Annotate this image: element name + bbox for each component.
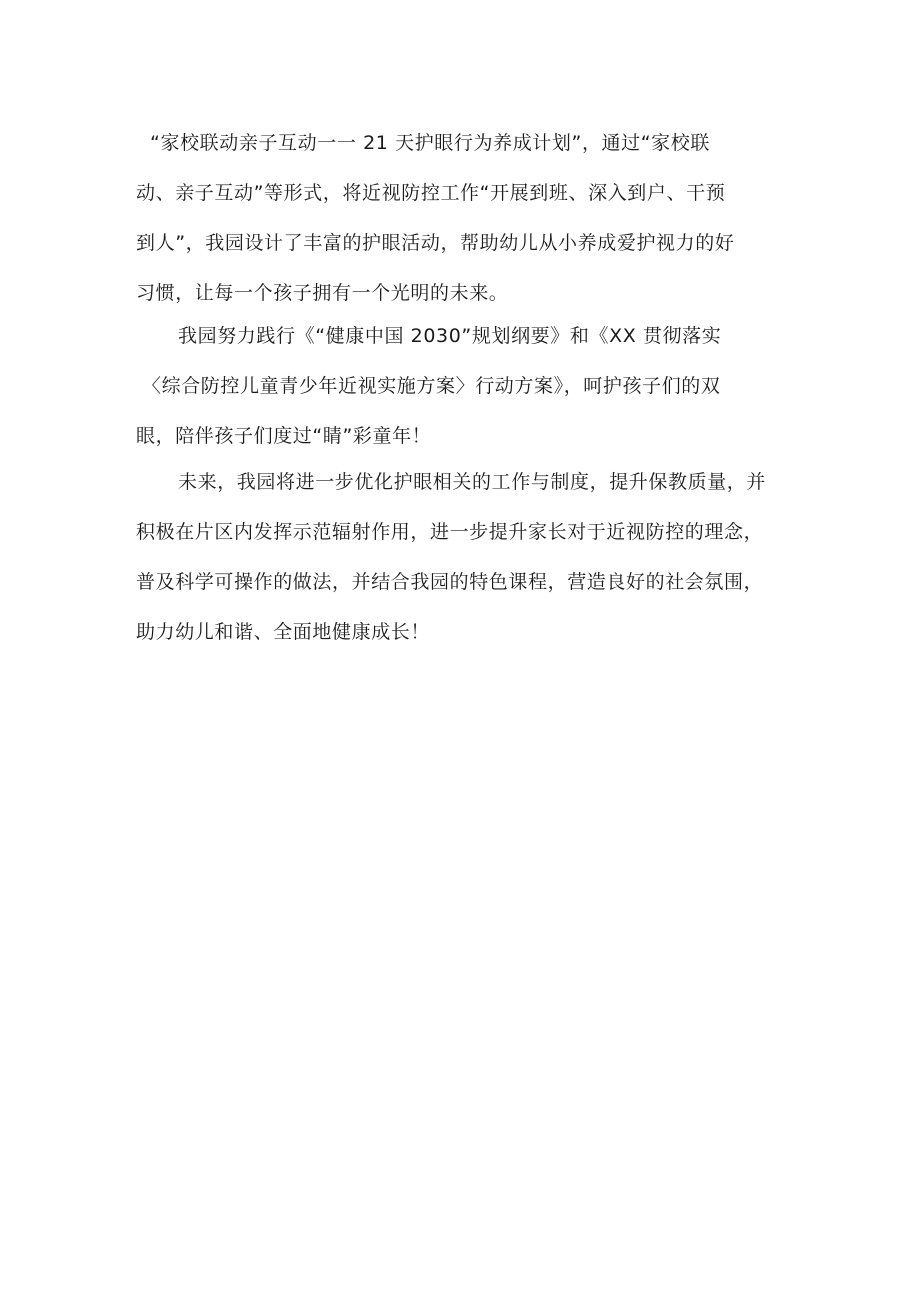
paragraph-2-line-1: 我园努力践行《“健康中国 2030”规划纲要》和《XX 贯彻落实: [178, 325, 722, 347]
paragraph-3-line-1: 未来，我园将进一步优化护眼相关的工作与制度，提升保教质量，并: [178, 471, 767, 493]
paragraph-3-line-2: 积极在片区内发挥示范辐射作用，进一步提升家长对于近视防控的理念，: [136, 521, 764, 543]
paragraph-1-line-4: 习惯，让每一个孩子拥有一个光明的未来。: [136, 282, 509, 304]
paragraph-1-line-1: “家校联动亲子互动一一 21 天护眼行为养成计划”，通过“家校联: [150, 132, 710, 154]
paragraph-2-line-3: 眼，陪伴孩子们度过“睛”彩童年！: [136, 425, 432, 447]
paragraph-2-line-2: 〈综合防控儿童青少年近视实施方案〉行动方案》，呵护孩子们的双: [142, 375, 721, 397]
paragraph-1-line-3: 到人”，我园设计了丰富的护眼活动，帮助幼儿从小养成爱护视力的好: [136, 232, 735, 254]
paragraph-3-line-4: 助力幼儿和谐、全面地健康成长！: [136, 621, 431, 643]
paragraph-1-line-2: 动、亲子互动”等形式，将近视防控工作“开展到班、深入到户、干预: [136, 182, 726, 204]
paragraph-3-line-3: 普及科学可操作的做法，并结合我园的特色课程，营造良好的社会氛围，: [136, 571, 764, 593]
